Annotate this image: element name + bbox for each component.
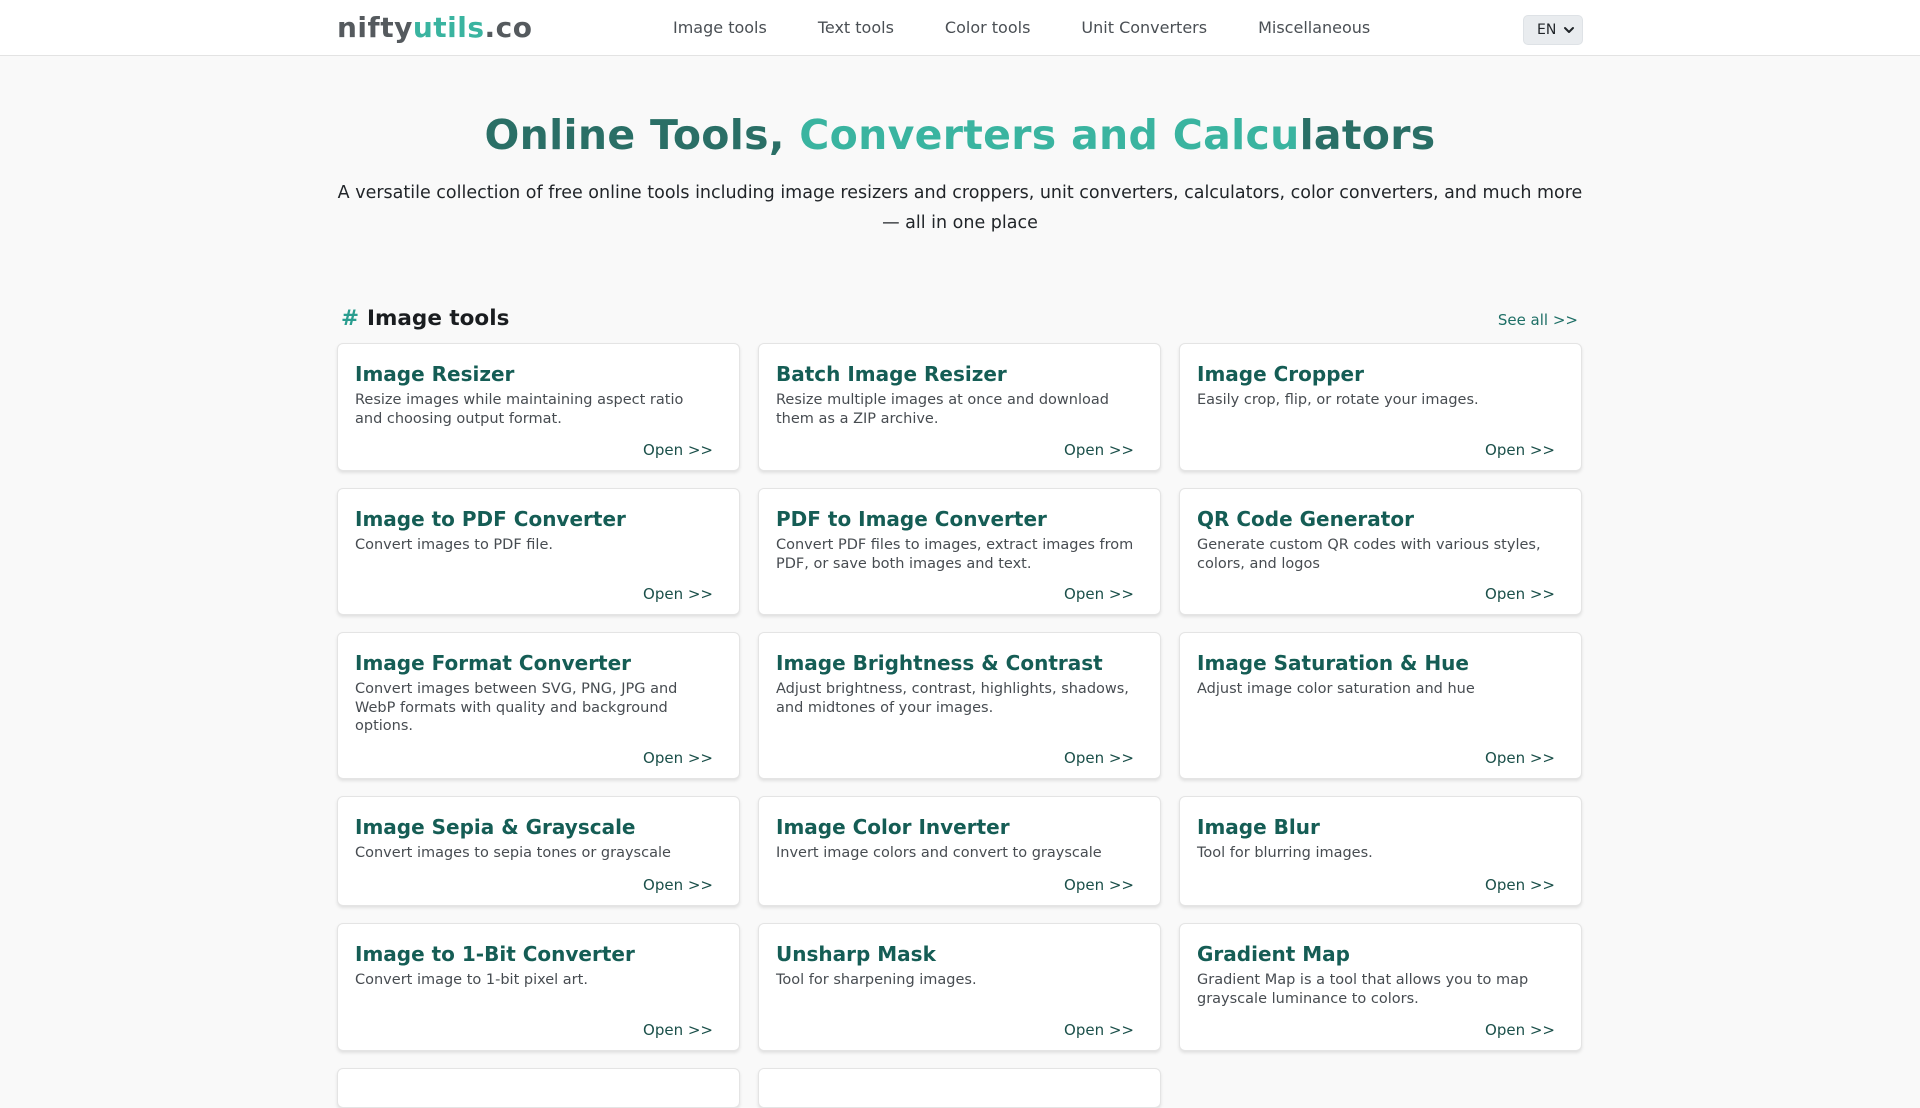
card-title: PDF to Image Converter: [776, 507, 1047, 532]
main-nav: [673, 0, 1421, 55]
card-description: Convert images between SVG, PNG, JPG and WebP formats with quality and background options.: [355, 681, 678, 735]
tool-card-sepia-grayscale[interactable]: [337, 796, 740, 906]
tool-card-partial[interactable]: [758, 1068, 1161, 1108]
open-link[interactable]: Open >>: [643, 749, 713, 768]
open-link[interactable]: Open >>: [1485, 441, 1555, 460]
card-description: Resize multiple images at once and download them as a ZIP archive.: [776, 392, 1109, 427]
tools-grid: [337, 343, 1583, 1108]
tool-card-image-to-pdf[interactable]: [337, 488, 740, 615]
tool-card-brightness-contrast[interactable]: [758, 632, 1161, 779]
open-link[interactable]: Open >>: [1064, 585, 1134, 604]
nav-miscellaneous[interactable]: Miscellaneous: [1258, 18, 1371, 37]
section-title-text: Image tools: [367, 306, 510, 332]
title-part-2: Converters and Calcu: [799, 111, 1300, 159]
card-description: Adjust brightness, contrast, highlights, shadows, and midtones of your images.: [776, 681, 1129, 716]
tool-card-color-inverter[interactable]: [758, 796, 1161, 906]
tool-card-batch-image-resizer[interactable]: [758, 343, 1161, 471]
title-part-1: Online Tools,: [484, 111, 800, 159]
open-link[interactable]: Open >>: [1064, 441, 1134, 460]
top-navbar: [0, 0, 1920, 56]
open-link[interactable]: Open >>: [1485, 876, 1555, 895]
page-title: [0, 111, 1920, 160]
hero: [0, 56, 1920, 238]
card-title: Image Resizer: [355, 362, 515, 387]
card-title: Image Sepia & Grayscale: [355, 815, 636, 840]
tool-card-image-resizer[interactable]: [337, 343, 740, 471]
open-link[interactable]: Open >>: [1485, 1021, 1555, 1040]
open-link[interactable]: Open >>: [1064, 876, 1134, 895]
see-all-link[interactable]: See all >>: [1497, 311, 1578, 330]
card-title: Image Format Converter: [355, 651, 632, 676]
tool-card-1bit-converter[interactable]: [337, 923, 740, 1051]
card-title: Unsharp Mask: [776, 942, 936, 967]
card-title: Batch Image Resizer: [776, 362, 1007, 387]
image-tools-section: [337, 301, 1583, 1108]
open-link[interactable]: Open >>: [1485, 749, 1555, 768]
tool-card-unsharp-mask[interactable]: [758, 923, 1161, 1051]
site-logo[interactable]: [337, 11, 533, 44]
nav-color-tools[interactable]: Color tools: [944, 18, 1031, 37]
open-link[interactable]: Open >>: [1064, 1021, 1134, 1040]
card-description: Tool for sharpening images.: [776, 972, 977, 989]
card-title: Image Cropper: [1197, 362, 1364, 387]
tool-card-qr-code-generator[interactable]: [1179, 488, 1582, 615]
card-description: Convert images to PDF file.: [355, 537, 553, 554]
nav-text-tools[interactable]: Text tools: [817, 18, 894, 37]
card-description: Easily crop, flip, or rotate your images.: [1197, 392, 1479, 409]
card-description: Gradient Map is a tool that allows you to map grayscale luminance to colors.: [1197, 972, 1529, 1007]
open-link[interactable]: Open >>: [643, 441, 713, 460]
card-title: Image Blur: [1197, 815, 1320, 840]
card-title: Image to 1-Bit Converter: [355, 942, 635, 967]
card-description: Resize images while maintaining aspect ratio and choosing output format.: [355, 392, 684, 427]
tool-card-partial[interactable]: [337, 1068, 740, 1108]
open-link[interactable]: Open >>: [643, 585, 713, 604]
card-description: Convert images to sepia tones or grayscale: [355, 845, 671, 862]
chevron-down-icon: [1563, 24, 1575, 36]
logo-text-utils: utils: [412, 11, 485, 44]
card-description: Convert image to 1-bit pixel art.: [355, 972, 588, 989]
open-link[interactable]: Open >>: [1485, 585, 1555, 604]
tool-card-gradient-map[interactable]: [1179, 923, 1582, 1051]
card-title: Gradient Map: [1197, 942, 1350, 967]
card-title: Image Brightness & Contrast: [776, 651, 1103, 676]
tool-card-image-blur[interactable]: [1179, 796, 1582, 906]
nav-image-tools[interactable]: Image tools: [673, 18, 767, 37]
tool-card-image-format-converter[interactable]: [337, 632, 740, 779]
tool-card-pdf-to-image[interactable]: [758, 488, 1161, 615]
card-title: QR Code Generator: [1197, 507, 1414, 532]
open-link[interactable]: Open >>: [643, 876, 713, 895]
card-description: Adjust image color saturation and hue: [1197, 681, 1475, 698]
open-link[interactable]: Open >>: [1064, 749, 1134, 768]
language-value: EN: [1537, 22, 1557, 38]
tool-card-image-cropper[interactable]: [1179, 343, 1582, 471]
title-part-3: lators: [1299, 111, 1436, 159]
section-title: [341, 306, 509, 331]
logo-text-nifty: nifty: [337, 11, 413, 44]
section-header: [337, 301, 1583, 331]
page-description: A versatile collection of free online tools including image resizers and croppers, unit converters, calculators, color converters, and much more — all in one place: [337, 183, 1583, 234]
card-title: Image to PDF Converter: [355, 507, 626, 532]
card-title: Image Saturation & Hue: [1197, 651, 1469, 676]
card-description: Generate custom QR codes with various styles, colors, and logos: [1197, 537, 1541, 572]
open-link[interactable]: Open >>: [643, 1021, 713, 1040]
card-description: Tool for blurring images.: [1197, 845, 1373, 862]
tool-card-saturation-hue[interactable]: [1179, 632, 1582, 779]
card-description: Convert PDF files to images, extract images from PDF, or save both images and text.: [776, 537, 1134, 572]
language-select[interactable]: [1523, 15, 1583, 45]
card-description: Invert image colors and convert to grayscale: [776, 845, 1102, 862]
hash-icon: #: [341, 306, 360, 332]
nav-unit-converters[interactable]: Unit Converters: [1081, 18, 1208, 37]
logo-text-domain: .co: [484, 11, 533, 44]
card-title: Image Color Inverter: [776, 815, 1010, 840]
